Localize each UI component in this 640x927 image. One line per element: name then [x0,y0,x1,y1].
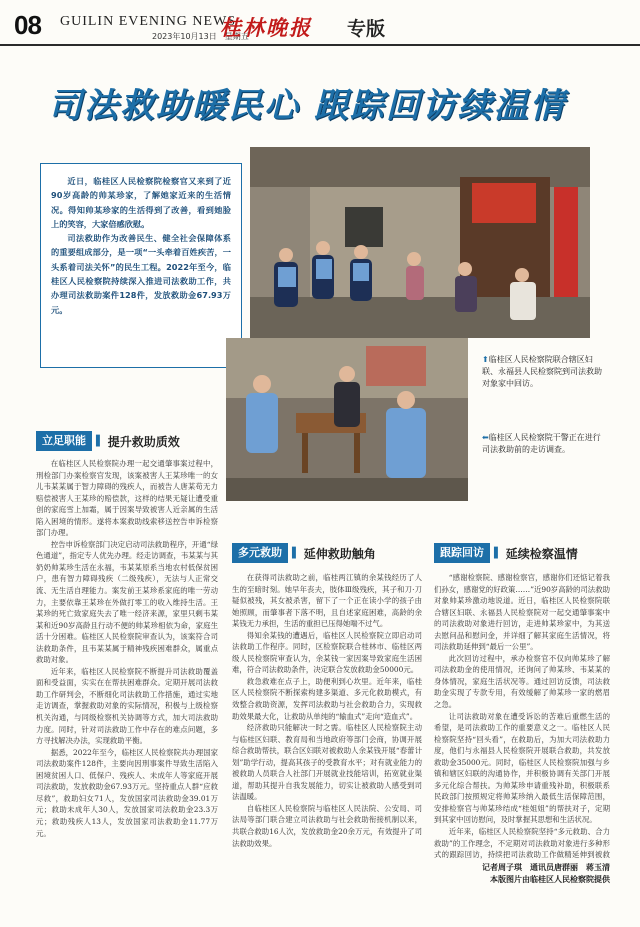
section-body [434,572,610,860]
separator-icon: ▐ [92,435,100,447]
paragraph: 此次回访过程中，承办检察官不仅向帅某珍了解司法救助金的使用情况，还询问了帅某珍、韦某某的身体情况，家庭生活状况等。通过回访反馈，司法救助金实现了专款专用，有效缓解了帅某珍一家的燃眉之急。 [434,653,610,710]
section-heading [36,430,226,452]
paragraph: 在获得司法救助之前，临桂两江镇的余某钱经历了人生的至暗时刻。她早年丧夫，肢体Ⅲ级残疾，其子和刀·刀疑似被残，其女被杀害，留下了一个正在读小学的孩子由她照顾，而肇事者下落不明，且自述家庭困难，高龄的余某钱无力承担，生活的重担已压得她喘不过气。 [232,573,422,629]
paragraph: 控告申诉检察部门决定启动司法救助程序，开通“绿色通道”，指定专人优先办理。经走访调查，韦某某与其奶奶帅某珍生活在永福，韦某某原系当地农村低保贫困户，患有智力障碍残疾（二级残疾），无法与人正常交流、无生活自理能力。案发前王某珍系家庭的唯一劳动力，主要依靠王某珍在外做打零工的收入维持生活。王某珍的死亡致家庭失去了唯一经济来源，家里只剩韦某某和近90岁高龄且行动不便的帅某珍相依为命，家庭生活十分困难。临桂区人民检察院审查认为，该案符合司法救助条件，且韦某某属于精神残疾困难群众，属重点救助对象。 [36,539,218,665]
section-heading [434,542,614,564]
separator-icon: ▐ [288,547,296,559]
section-tag: 多元救助 [232,543,288,563]
intro-box [40,163,242,368]
paragraph: “感谢检察院、感谢检察官，感谢你们还惦记着我们孙女，感谢党的好政策……”近90岁高龄的司法救助对象帅某珍激动地说道。近日，临桂区人民检察院联合辖区妇联、永福县人民检察院对一起交通肇事案中的司法救助对象进行回访，走进帅某珍家中，为其送去慰问品和慰问金，并详细了解其家庭生活情况，将司法救助延伸到“最后一公里”。 [434,573,610,652]
issue-date: 2023年10月13日 星期五 [152,32,249,41]
section-tag: 跟踪回访 [434,543,490,563]
paragraph: 自临桂区人民检察院与临桂区人民法院、公安局、司法局等部门联合建立司法救助与社会救助衔接机制以来，共联合救助16人次，发放救助金20余万元，有效提升了司法救助效果。 [232,803,422,848]
photo-investigation-visit [226,338,468,501]
arrow-up-icon: ⬆ [482,355,489,364]
header-divider [0,44,640,46]
photo1-caption: ⬆临桂区人民检察院联合辖区妇联、永福县人民检察院到司法救助对象家中回访。 [482,355,602,388]
paragraph: 在临桂区人民检察院办理一起交通肇事案过程中，刑检部门办案检察官发现，该案被害人王某珍唯一的女儿韦某某属于智力障碍的残疾人，而被告人唐某苟无力赔偿被害人王某珍的赔偿款，这样的结果无疑让遭受重创的家庭雪上加霜，属于因案导致被害人近亲属的生活陷入困境的情形。遂将本案救助线索移送控告申诉检察部门办理。 [36,459,218,538]
byline: 记者周子琪 通讯员唐群丽 蒋玉清 [482,863,610,872]
intro-paragraph: 司法救助作为改善民生、健全社会保障体系的重要组成部分，是一项“一头牵着百姓疾苦，一头系着司法关怀”的民生工程。2022年至今，临桂区人民检察院持续深入推进司法救助工作，共办理司法救助案件128件，发放救助金67.93万元。 [51,233,231,315]
section-name: 专版 [347,18,386,40]
paragraph: 让司法救助对象在遭受诉讼的苦难后重燃生活的希望，是司法救助工作的重要意义之一。临桂区人民检察院坚持“回头看”，在救助后，为加大司法救助力度，他们与永福县人民检察院开展联合救助，共发放救助金35000元。同时，临桂区人民检察院加强与乡镇和辖区妇联的沟通协作，并积极协调有关部门开展多元化综合帮扶。为帅某珍申请重残补助，积极联系民政部门按照规定将帅某珍纳入最低生活保障范围，安排检察官与帅某珍结成“桂姐姐”的帮扶对子，定期到其家中回访慰问，及时掌握其思想和生活状况。 [434,711,610,825]
paper-name-cn: 桂林晚报 [220,15,312,40]
paragraph: 近年来，临桂区人民检察院坚持“多元救助、合力救助”的工作理念，不定期对司法救助对象进行多种形式的跟踪回访，持续把司法救助工作做精延伸到被救 [434,827,610,860]
paragraph: 近年来，临桂区人民检察院不断提升司法救助覆盖面和受益面，实实在在帮扶困难群众。定期开展司法救助工作研判会，不断细化司法救助工作措施，通过实地走访调查，掌握救助对象的实际情况，积极与上级检察机关沟通，与同级检察机关协调等方式，加大司法救助力度。同时，针对司法救助工作中存在的难点问题，多方寻找解决办法，实现救助平衡。 [36,666,218,746]
separator-icon: ▐ [490,547,498,559]
intro-paragraph: 近日，临桂区人民检察院检察官又来到了近90岁高龄的帅某珍家，了解她家近来的生活情况。得知帅某珍家的生活得到了改善，看到她脸上的笑容，大家倍感欣慰。 [51,176,231,229]
paragraph: 救急救难在点子上，助便利到心坎里。近年来，临桂区人民检察院不断探索构建多渠道、多元化救助模式，有效整合救助资源，发挥司法救助与社会救助合力，实现救助效果最大化，让救助从单纯的“输血式”走向“造血式”。 [232,676,422,721]
photo-home-visit [250,147,590,338]
arrow-left-icon: ⬅ [482,433,489,442]
section-body [36,458,218,853]
paragraph: 据悉，2022年至今，临桂区人民检察院共办理国家司法救助案件128件，主要向因刑事案件导致生活陷入困境贫困人口、低保户、残疾人、未成年人等家庭开展司法救助，发放救助金67.93万元。坚持重点人群“应救尽救”，救助妇女71人，发放国家司法救助金39.01万元；救助未成年人30人，发放国家司法救助金23.3万元；救助残疾人13人，发放国家司法救助金11.77万元。 [36,747,218,838]
section-tag: 立足职能 [36,431,92,451]
paper-name-en: GUILIN EVENING NEWS [60,14,237,29]
page-header [0,0,640,44]
section-title: 延续检察温情 [505,546,578,561]
credits [434,862,610,886]
photo-credit: 本版图片由临桂区人民检察院提供 [490,875,610,884]
page-headline: 司法救助暖民心 跟踪回访续温情 [48,86,566,126]
section-title: 延伸救助触角 [303,546,376,561]
section-title: 提升救助质效 [107,434,180,449]
photo2-caption: ⬅临桂区人民检察院干警正在进行司法救助前的走访调查。 [482,433,601,454]
section-body [232,572,422,872]
paragraph: 得知余某钱的遭遇后，临桂区人民检察院立即启动司法救助工作程序。同时，区检察院联合桂林市、临桂区两级人民检察院审查认为，余某钱一家因案导致家庭生活困难，符合司法救助条件，决定联合发放救助金50000元。 [232,630,422,675]
paragraph: 经济救助只能解决一时之需。临桂区人民检察院主动与临桂区妇联、教育局和当地政府等部门会商，协调开展综合救助帮扶，联合区妇联对被救助人余某钱开展“春蕾计划”助学行动，提高其孩子的受教育水平；对有就业能力的被救助人员联合人社部门开展就业技能培训，拓宽就业渠道，帮助其提升自我发展能力，切实让被救助人感受到司法温暖。 [232,723,422,802]
page-number: 08 [14,10,41,40]
section-heading [232,542,428,564]
